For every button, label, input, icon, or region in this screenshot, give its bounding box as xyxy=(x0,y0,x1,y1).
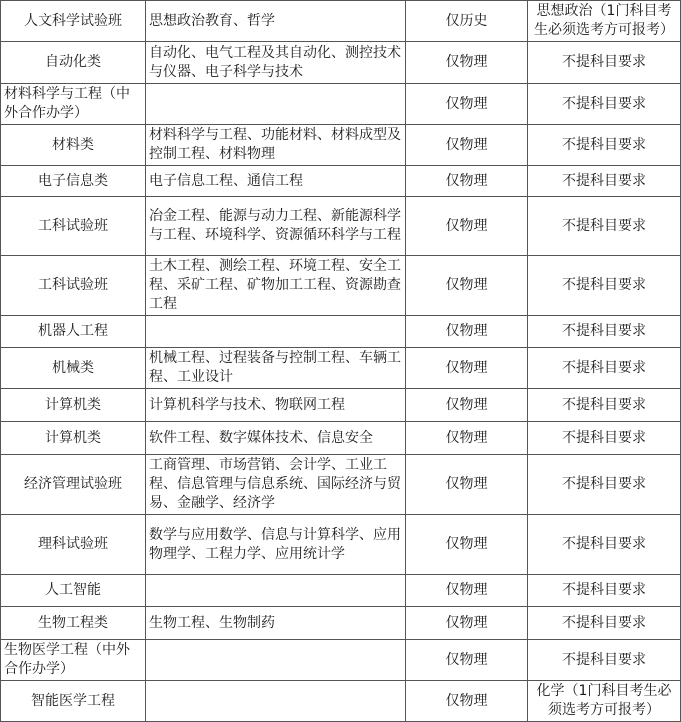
second-subject-cell: 不提科目要求 xyxy=(528,256,681,316)
table-row xyxy=(1,84,681,125)
table-row xyxy=(1,348,681,389)
category-cell: 自动化类 xyxy=(1,42,146,84)
second-subject-cell: 不提科目要求 xyxy=(528,42,681,84)
majors-cell: 自动化、电气工程及其自动化、测控技术与仪器、电子科学与技术 xyxy=(146,42,406,84)
category-cell: 经济管理试验班 xyxy=(1,455,146,515)
majors-cell: 土木工程、测绘工程、环境工程、安全工程、采矿工程、矿物加工工程、资源勘查工程 xyxy=(146,256,406,316)
category-cell: 理科试验班 xyxy=(1,515,146,575)
majors-cell: 数学与应用数学、信息与计算科学、应用物理学、工程力学、应用统计学 xyxy=(146,515,406,575)
second-subject-cell: 不提科目要求 xyxy=(528,166,681,197)
first-subject-cell: 仅物理 xyxy=(406,515,528,575)
table-row xyxy=(1,42,681,84)
table-row xyxy=(1,316,681,348)
category-cell: 机械类 xyxy=(1,348,146,389)
majors-cell xyxy=(146,84,406,125)
first-subject-cell: 仅历史 xyxy=(406,1,528,42)
majors-cell xyxy=(146,316,406,348)
first-subject-cell: 仅物理 xyxy=(406,348,528,389)
category-cell: 智能医学工程 xyxy=(1,681,146,722)
table-row xyxy=(1,197,681,256)
table-row xyxy=(1,125,681,166)
majors-cell: 计算机科学与技术、物联网工程 xyxy=(146,389,406,422)
category-cell: 机器人工程 xyxy=(1,316,146,348)
majors-cell xyxy=(146,575,406,607)
majors-cell xyxy=(146,681,406,722)
category-cell: 工科试验班 xyxy=(1,256,146,316)
category-cell: 生物工程类 xyxy=(1,607,146,640)
table-row xyxy=(1,389,681,422)
first-subject-cell: 仅物理 xyxy=(406,166,528,197)
first-subject-cell: 仅物理 xyxy=(406,42,528,84)
second-subject-cell: 思想政治（1门科目考生必须选考方可报考） xyxy=(528,1,681,42)
table-row xyxy=(1,515,681,575)
table-row xyxy=(1,166,681,197)
category-cell: 工科试验班 xyxy=(1,197,146,256)
first-subject-cell: 仅物理 xyxy=(406,422,528,455)
majors-cell xyxy=(146,640,406,681)
second-subject-cell: 不提科目要求 xyxy=(528,575,681,607)
category-cell: 电子信息类 xyxy=(1,166,146,197)
second-subject-cell: 不提科目要求 xyxy=(528,348,681,389)
category-cell: 人文科学试验班 xyxy=(1,1,146,42)
majors-cell: 思想政治教育、哲学 xyxy=(146,1,406,42)
first-subject-cell: 仅物理 xyxy=(406,389,528,422)
table-row xyxy=(1,575,681,607)
second-subject-cell: 不提科目要求 xyxy=(528,422,681,455)
first-subject-cell: 仅物理 xyxy=(406,84,528,125)
category-cell: 人工智能 xyxy=(1,575,146,607)
first-subject-cell: 仅物理 xyxy=(406,197,528,256)
category-cell: 计算机类 xyxy=(1,389,146,422)
category-cell: 材料科学与工程（中外合作办学） xyxy=(1,84,146,125)
table-row xyxy=(1,256,681,316)
table-row xyxy=(1,1,681,42)
category-cell: 材料类 xyxy=(1,125,146,166)
category-cell: 生物医学工程（中外合作办学） xyxy=(1,640,146,681)
second-subject-cell: 不提科目要求 xyxy=(528,125,681,166)
second-subject-cell: 不提科目要求 xyxy=(528,84,681,125)
second-subject-cell: 不提科目要求 xyxy=(528,316,681,348)
first-subject-cell: 仅物理 xyxy=(406,575,528,607)
majors-cell: 材料科学与工程、功能材料、材料成型及控制工程、材料物理 xyxy=(146,125,406,166)
first-subject-cell: 仅物理 xyxy=(406,640,528,681)
first-subject-cell: 仅物理 xyxy=(406,607,528,640)
majors-cell: 生物工程、生物制药 xyxy=(146,607,406,640)
second-subject-cell: 不提科目要求 xyxy=(528,389,681,422)
majors-cell: 软件工程、数字媒体技术、信息安全 xyxy=(146,422,406,455)
majors-cell: 机械工程、过程装备与控制工程、车辆工程、工业设计 xyxy=(146,348,406,389)
first-subject-cell: 仅物理 xyxy=(406,125,528,166)
first-subject-cell: 仅物理 xyxy=(406,316,528,348)
table-row xyxy=(1,455,681,515)
majors-cell: 电子信息工程、通信工程 xyxy=(146,166,406,197)
category-cell: 计算机类 xyxy=(1,422,146,455)
majors-cell: 工商管理、市场营销、会计学、工业工程、信息管理与信息系统、国际经济与贸易、金融学、经济学 xyxy=(146,455,406,515)
first-subject-cell: 仅物理 xyxy=(406,681,528,722)
majors-cell: 冶金工程、能源与动力工程、新能源科学与工程、环境科学、资源循环科学与工程 xyxy=(146,197,406,256)
first-subject-cell: 仅物理 xyxy=(406,256,528,316)
table-row xyxy=(1,607,681,640)
second-subject-cell: 不提科目要求 xyxy=(528,197,681,256)
table-row xyxy=(1,640,681,681)
table-row xyxy=(1,422,681,455)
second-subject-cell: 不提科目要求 xyxy=(528,640,681,681)
second-subject-cell: 不提科目要求 xyxy=(528,515,681,575)
first-subject-cell: 仅物理 xyxy=(406,455,528,515)
second-subject-cell: 化学（1门科目考生必须选考方可报考） xyxy=(528,681,681,722)
second-subject-cell: 不提科目要求 xyxy=(528,607,681,640)
table-row xyxy=(1,681,681,722)
second-subject-cell: 不提科目要求 xyxy=(528,455,681,515)
